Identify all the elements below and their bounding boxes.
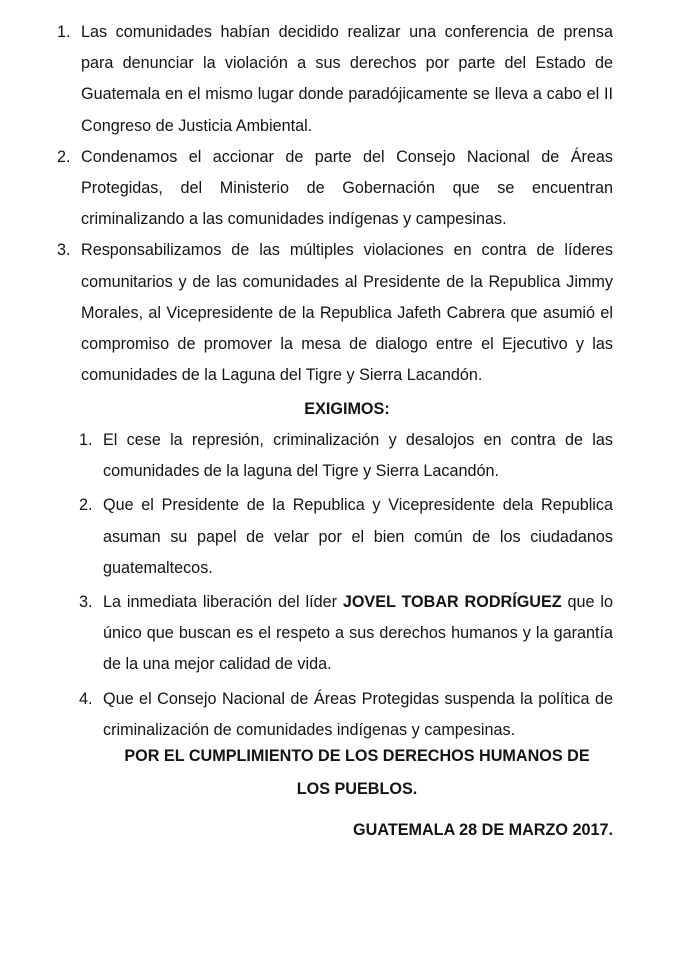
demand-text-before: La inmediata liberación del líder: [103, 593, 343, 612]
point-number: 2.: [57, 147, 71, 166]
demand-item: [79, 587, 613, 681]
point-text: Condenamos el accionar de parte del Consejo Nacional de Áreas Protegidas, del Ministerio de Gobernación que se encuentran criminalizando a las comunidades indígenas y campesinas.: [81, 147, 613, 229]
demand-number: 3.: [79, 593, 93, 612]
dateline: GUATEMALA 28 DE MARZO 2017.: [353, 821, 613, 839]
demand-item: [79, 490, 613, 584]
demands-heading: EXIGIMOS:: [304, 400, 390, 418]
point-item: [57, 235, 613, 391]
demand-number: 4.: [79, 689, 93, 708]
demand-item: [79, 684, 613, 746]
demand-item: [79, 425, 613, 487]
demand-number: 1.: [79, 431, 93, 449]
demand-number: 2.: [79, 496, 93, 515]
point-item: [57, 142, 613, 236]
closing-statement: POR EL CUMPLIMIENTO DE LOS DERECHOS HUMANOS DE LOS PUEBLOS.: [124, 747, 590, 798]
demand-text-after: que lo único que buscan es el respeto a sus derechos humanos y la garantía de la una mejor calidad de vida.: [103, 593, 613, 674]
numbered-points-list: [57, 17, 613, 391]
point-item: [57, 17, 613, 142]
point-text: Responsabilizamos de las múltiples violaciones en contra de líderes comunitarios y de las comunidades al Presidente de la Republica Jimmy Morales, al Vicepresidente de la Republica Jafeth Cabrera que asumió el compromiso de promover la mesa de dialogo entre el Ejecutivo y las comunidades de la Laguna del Tigre y Sierra Lacandón.: [81, 241, 613, 385]
point-number: 3.: [57, 241, 71, 260]
demand-text: El cese la represión, criminalización y desalojos en contra de las comunidades de la laguna del Tigre y Sierra Lacandón.: [103, 431, 613, 481]
leader-name: JOVEL TOBAR RODRÍGUEZ: [342, 593, 562, 612]
demand-text: Que el Presidente de la Republica y Vicepresidente dela Republica asuman su papel de velar por el bien común de los ciudadanos guatemaltecos.: [103, 496, 613, 577]
demands-list: [79, 425, 613, 749]
demand-text: Que el Consejo Nacional de Áreas Protegidas suspenda la política de criminalización de comunidades indígenas y campesinas.: [103, 689, 613, 739]
point-text: Las comunidades habían decidido realizar una conferencia de prensa para denunciar la violación a sus derechos por parte del Estado de Guatemala en el mismo lugar donde paradójicamente se lleva a cabo el II Congreso de Justicia Ambiental.: [81, 23, 613, 135]
point-number: 1.: [57, 23, 71, 41]
